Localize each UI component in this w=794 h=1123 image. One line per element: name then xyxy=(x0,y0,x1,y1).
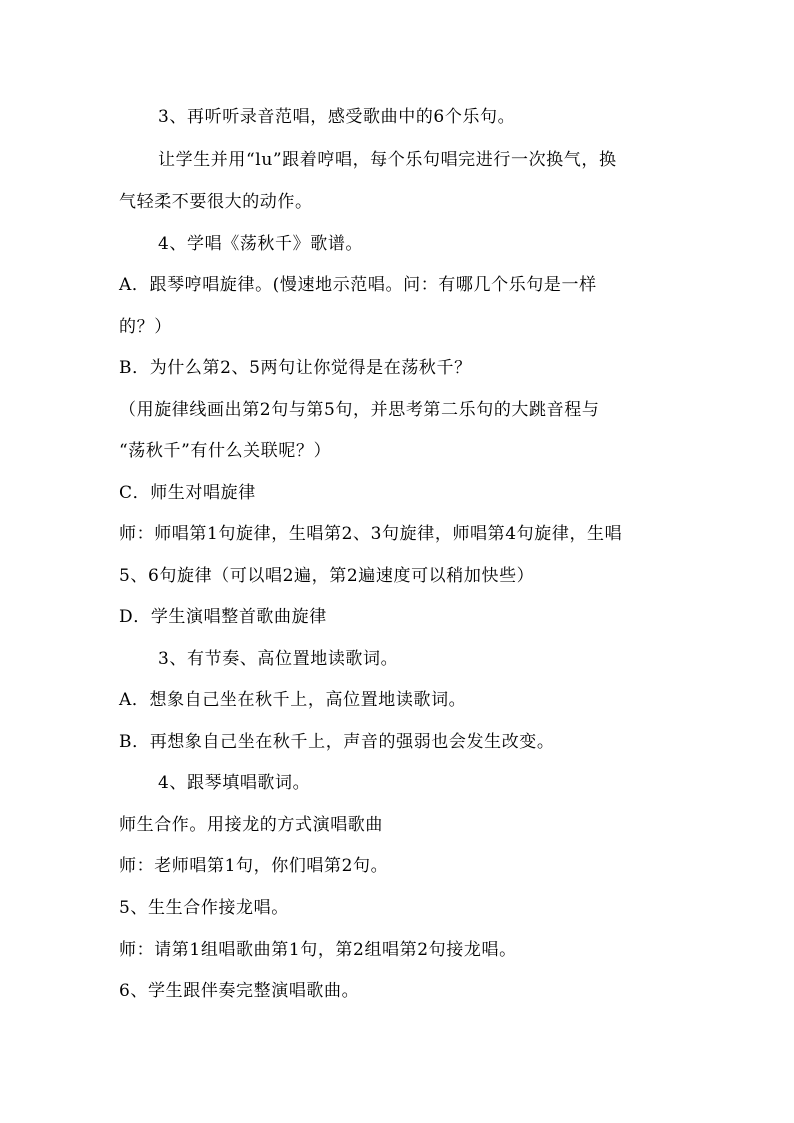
text-line: 师：师唱第1句旋律，生唱第2、3句旋律，师唱第4句旋律，生唱 xyxy=(119,524,623,544)
text-line: 4、学唱《荡秋千》歌谱。 xyxy=(158,234,364,254)
text-line: D．学生演唱整首歌曲旋律 xyxy=(119,607,327,627)
text-line: 6、学生跟伴奏完整演唱歌曲。 xyxy=(119,981,360,1001)
text-line: （用旋律线画出第2句与第5句，并思考第二乐句的大跳音程与 xyxy=(119,400,600,420)
text-line: 师：请第1组唱歌曲第1句，第2组唱第2句接龙唱。 xyxy=(119,940,517,960)
text-line: 让学生并用“lu”跟着哼唱，每个乐句唱完进行一次换气，换 xyxy=(158,150,617,170)
text-line: A．跟琴哼唱旋律。(慢速地示范唱。问：有哪几个乐句是一样 xyxy=(119,275,597,295)
text-line: 的？） xyxy=(119,317,172,337)
text-line: 气轻柔不要很大的动作。 xyxy=(119,192,313,212)
text-line: 5、6句旋律（可以唱2遍，第2遍速度可以稍加快些） xyxy=(119,566,535,586)
text-line: C．师生对唱旋律 xyxy=(119,483,256,503)
text-line: 师：老师唱第1句，你们唱第2句。 xyxy=(119,856,389,876)
text-line: 3、再听听录音范唱，感受歌曲中的6个乐句。 xyxy=(158,107,516,127)
text-line: 5、生生合作接龙唱。 xyxy=(119,898,289,918)
text-line: B．为什么第2、5两句让你觉得是在荡秋千？ xyxy=(119,358,472,378)
text-line: 3、有节奏、高位置地读歌词。 xyxy=(158,649,399,669)
text-line: 师生合作。用接龙的方式演唱歌曲 xyxy=(119,815,383,835)
text-line: A．想象自己坐在秋千上，高位置地读歌词。 xyxy=(119,690,467,710)
text-line: “荡秋千”有什么关联呢？） xyxy=(119,441,332,461)
text-line: B．再想象自己坐在秋千上，声音的强弱也会发生改变。 xyxy=(119,732,555,752)
text-line: 4、跟琴填唱歌词。 xyxy=(158,773,311,793)
